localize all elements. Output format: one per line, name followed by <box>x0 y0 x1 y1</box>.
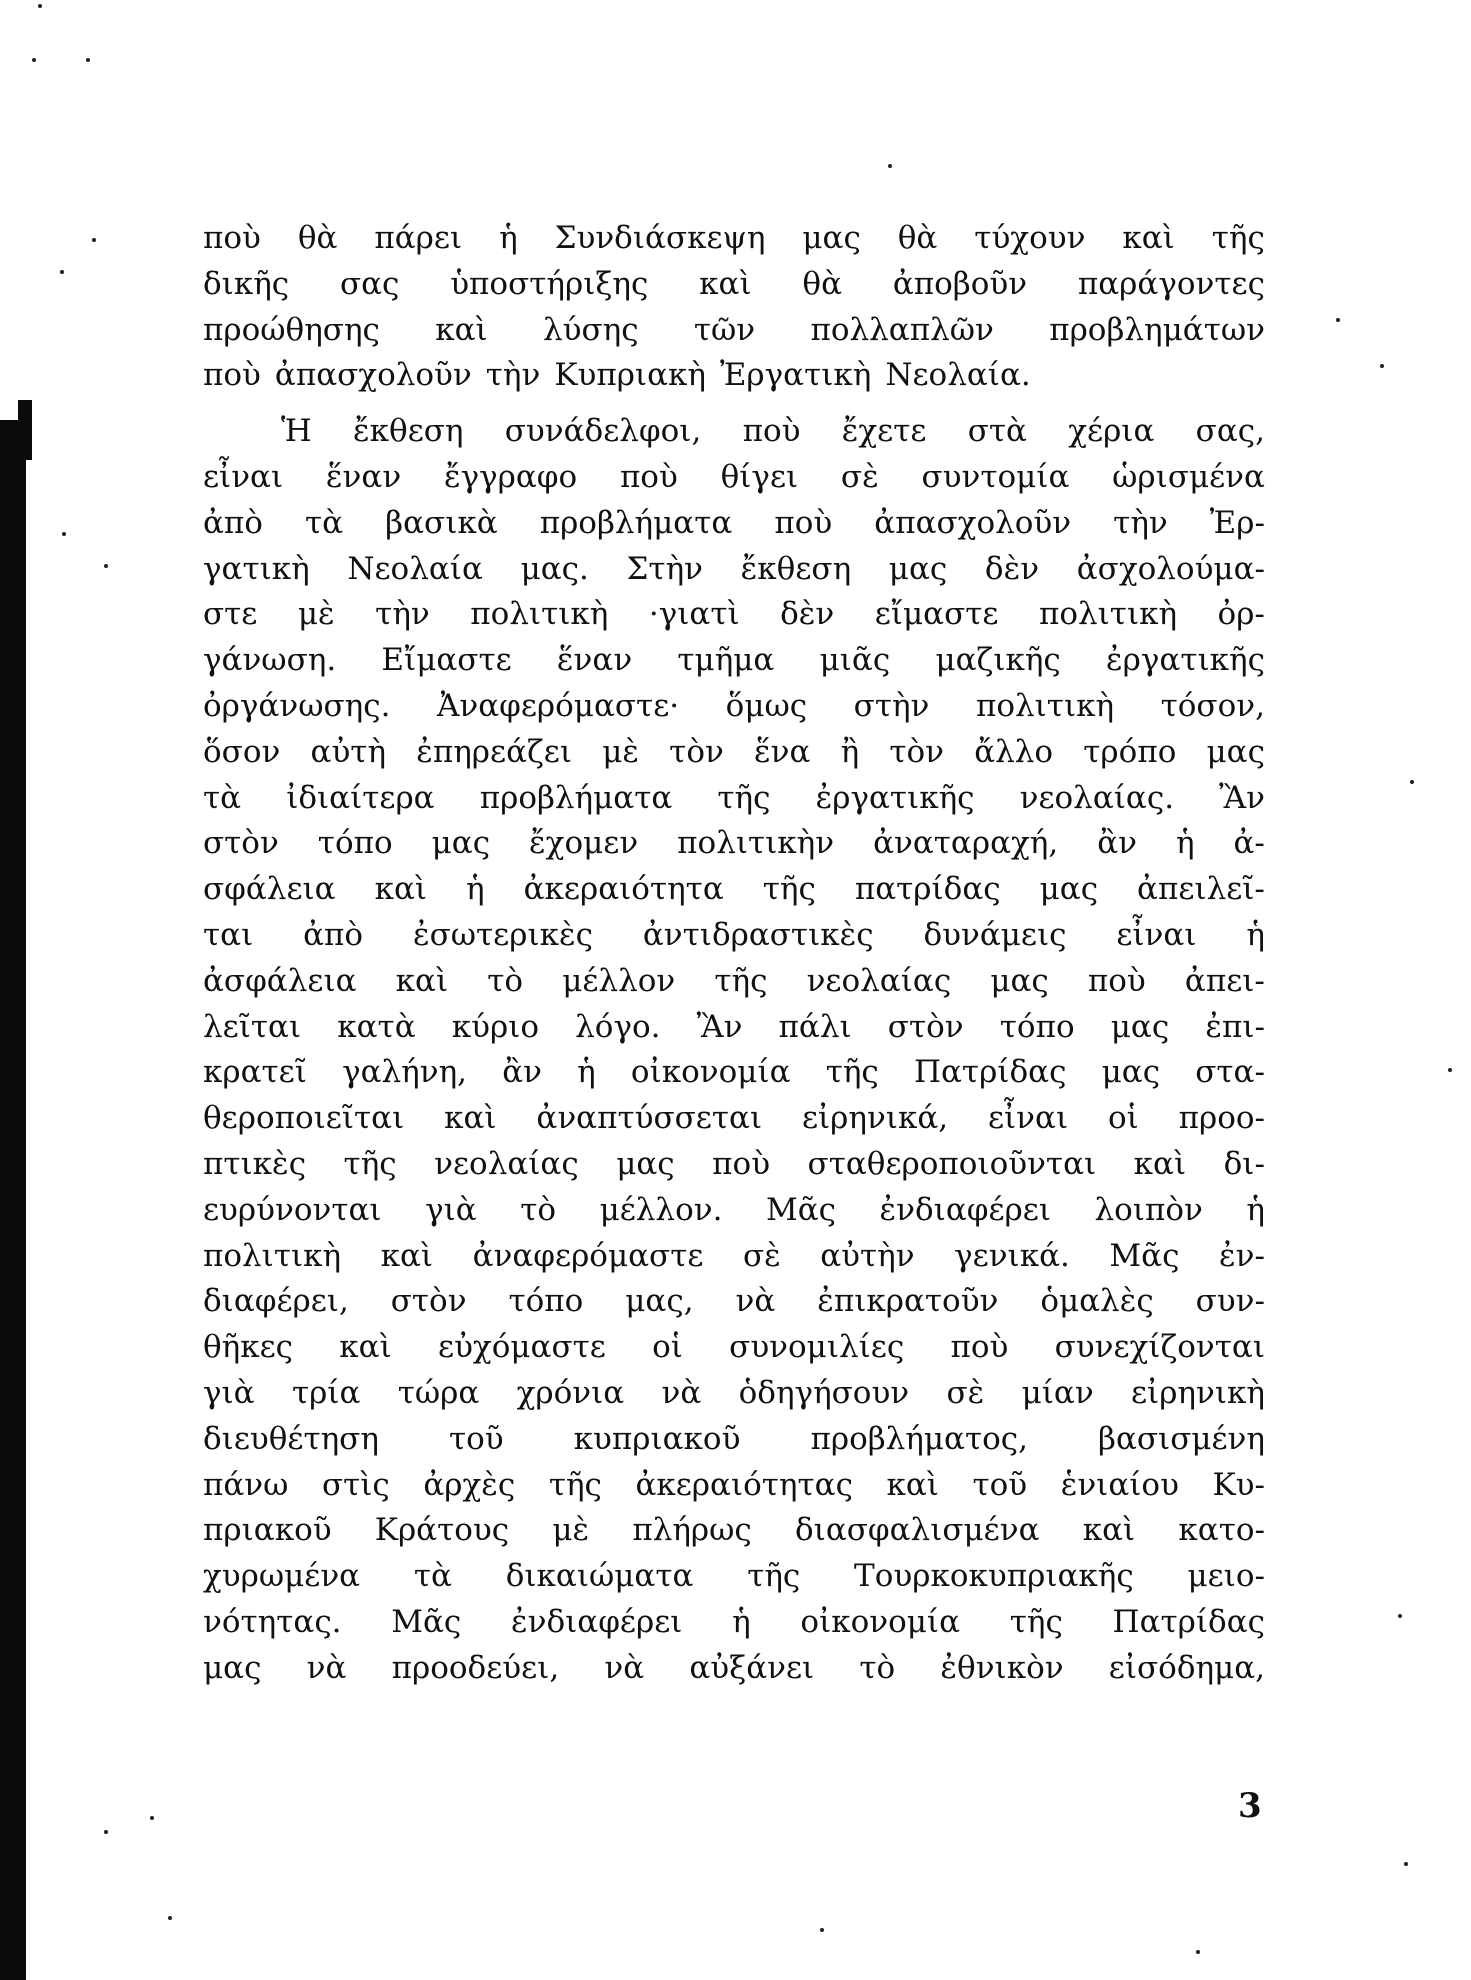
scan-edge-fray <box>18 400 32 460</box>
scan-speck <box>38 4 42 8</box>
scan-speck <box>1410 780 1414 784</box>
scan-speck <box>1380 364 1384 368</box>
scan-speck <box>60 270 64 274</box>
text-line: γιὰ τρία τώρα χρόνια νὰ ὁδηγήσουν σὲ μίαν εἰρηνικὴ <box>203 1374 1265 1411</box>
page-number: 3 <box>1238 1786 1262 1826</box>
text-line: πάνω στὶς ἀρχὲς τῆς ἀκεραιότητας καὶ τοῦ ἑνιαίου Κυ- <box>203 1466 1265 1503</box>
scan-speck <box>104 1830 108 1834</box>
text-line: μας νὰ προοδεύει, νὰ αὐξάνει τὸ ἐθνικὸν εἰσόδημα, <box>203 1649 1265 1686</box>
text-line: χυρωμένα τὰ δικαιώματα τῆς Τουρκοκυπριακῆς μειο- <box>203 1558 1265 1595</box>
text-line: θεροποιεῖται καὶ ἀναπτύσσεται εἰρηνικά, εἶναι οἱ προο- <box>203 1100 1265 1137</box>
scan-speck <box>888 164 892 168</box>
scan-speck <box>32 58 36 62</box>
text-line: τὰ ἰδιαίτερα προβλήματα τῆς ἐργατικῆς νεολαίας. Ἂν <box>203 779 1265 816</box>
scan-speck <box>150 1816 154 1820</box>
text-line: ὅσον αὐτὴ ἐπηρεάζει μὲ τὸν ἕνα ἢ τὸν ἄλλο τρόπο μας <box>203 733 1265 770</box>
text-line: ποὺ θὰ πάρει ἡ Συνδιάσκεψη μας θὰ τύχουν καὶ τῆς <box>203 220 1265 256</box>
text-line: ται ἀπὸ ἐσωτερικὲς ἀντιδραστικὲς δυνάμεις εἶναι ἡ <box>203 916 1265 953</box>
text-line: στὸν τόπο μας ἔχομεν πολιτικὴν ἀναταραχή, ἂν ἡ ἀ- <box>203 825 1265 862</box>
scan-speck <box>1336 318 1340 322</box>
scan-speck <box>1196 1950 1200 1954</box>
page-body-text <box>203 216 1265 1692</box>
text-line: διαφέρει, στὸν τόπο μας, νὰ ἐπικρατοῦν ὁμαλὲς συν- <box>203 1283 1265 1320</box>
text-line: σφάλεια καὶ ἡ ἀκεραιότητα τῆς πατρίδας μας ἀπειλεῖ- <box>203 871 1265 908</box>
paragraph-2 <box>203 409 1265 1691</box>
text-line: διευθέτηση τοῦ κυπριακοῦ προβλήματος, βασισμένη <box>203 1420 1265 1457</box>
text-line: γάνωση. Εἴμαστε ἕναν τμῆμα μιᾶς μαζικῆς ἐργατικῆς <box>203 642 1265 679</box>
text-line: πολιτικὴ καὶ ἀναφερόμαστε σὲ αὐτὴν γενικά. Μᾶς ἐν- <box>203 1237 1265 1274</box>
scan-dark-edge <box>0 420 26 1980</box>
scan-speck <box>1448 1068 1452 1072</box>
scan-speck <box>86 58 90 62</box>
text-line: στε μὲ τὴν πολιτικὴ ·γιατὶ δὲν εἴμαστε πολιτικὴ ὀρ- <box>203 596 1265 633</box>
text-line: λεῖται κατὰ κύριο λόγο. Ἂν πάλι στὸν τόπο μας ἐπι- <box>203 1008 1265 1045</box>
scan-speck <box>1398 1614 1402 1618</box>
text-line: Ἡ ἔκθεση συνάδελφοι, ποὺ ἔχετε στὰ χέρια σας, <box>281 413 1265 450</box>
text-line: πτικὲς τῆς νεολαίας μας ποὺ σταθεροποιοῦνται καὶ δι- <box>203 1145 1265 1182</box>
scan-speck <box>168 1916 172 1920</box>
text-line: ἀπὸ τὰ βασικὰ προβλήματα ποὺ ἀπασχολοῦν τὴν Ἐρ- <box>203 504 1265 541</box>
text-line: ποὺ ἀπασχολοῦν τὴν Κυπριακὴ Ἐργατικὴ Νεολαία. <box>203 357 1031 394</box>
text-line: ευρύνονται γιὰ τὸ μέλλον. Μᾶς ἐνδιαφέρει λοιπὸν ἡ <box>203 1191 1265 1228</box>
scan-speck <box>820 1928 824 1932</box>
scan-speck <box>104 564 108 568</box>
text-line: γατικὴ Νεολαία μας. Στὴν ἔκθεση μας δὲν ἀσχολούμα- <box>203 550 1265 587</box>
text-line: ὀργάνωσης. Ἀναφερόμαστε· ὅμως στὴν πολιτικὴ τόσον, <box>203 687 1265 724</box>
text-line: θῆκες καὶ εὐχόμαστε οἱ συνομιλίες ποὺ συνεχίζονται <box>203 1329 1265 1366</box>
text-line: εἶναι ἕναν ἔγγραφο ποὺ θίγει σὲ συντομία ὡρισμένα <box>203 458 1265 495</box>
scan-speck <box>92 238 96 242</box>
scan-speck <box>62 532 66 536</box>
text-line: ἀσφάλεια καὶ τὸ μέλλον τῆς νεολαίας μας ποὺ ἀπει- <box>203 962 1265 999</box>
text-line: πριακοῦ Κράτους μὲ πλήρως διασφαλισμένα καὶ κατο- <box>203 1512 1265 1549</box>
text-line: δικῆς σας ὑποστήριξης καὶ θὰ ἀποβοῦν παράγοντες <box>203 265 1265 302</box>
scan-speck <box>1404 1862 1408 1866</box>
text-line: προώθησης καὶ λύσης τῶν πολλαπλῶν προβλημάτων <box>203 311 1265 348</box>
text-line: κρατεῖ γαλήνη, ἂν ἡ οἰκονομία τῆς Πατρίδας μας στα- <box>203 1054 1265 1091</box>
paragraph-1 <box>203 216 1265 399</box>
text-line: νότητας. Μᾶς ἐνδιαφέρει ἡ οἰκονομία τῆς Πατρίδας <box>203 1603 1265 1640</box>
